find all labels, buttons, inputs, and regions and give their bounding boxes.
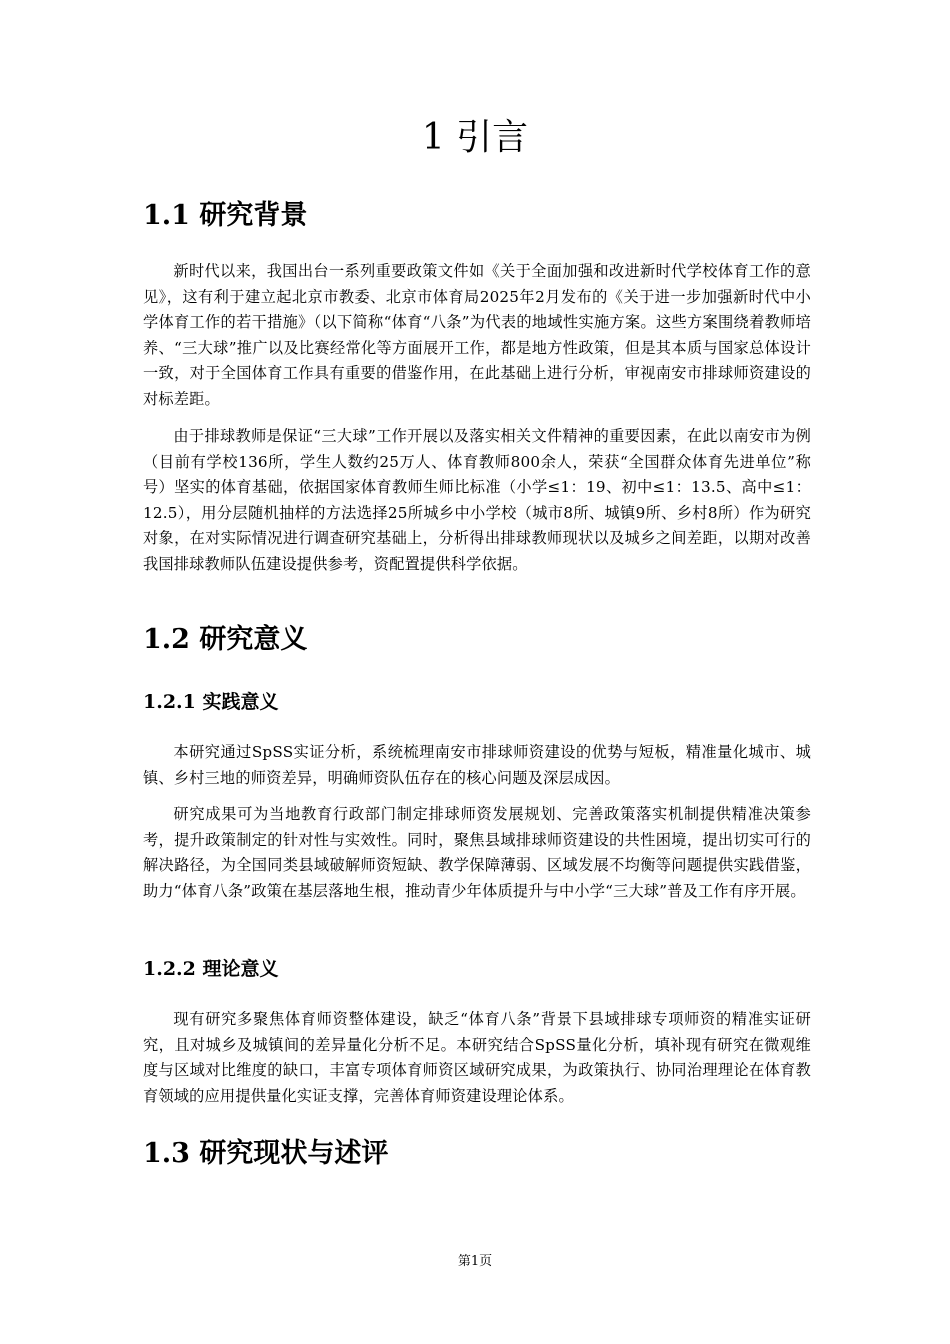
section-heading-1-2: 1.2 研究意义 [143, 624, 308, 655]
subsection-heading-1-2-2: 1.2.2 理论意义 [143, 958, 279, 980]
subsection-heading-1-2-1: 1.2.1 实践意义 [143, 691, 279, 713]
paragraph-practice-2: 研究成果可为当地教育行政部门制定排球师资发展规划、完善政策落实机制提供精准决策参考，提升政策制定的针对性与实效性。同时，聚焦县域排球师资建设的共性困境，提出切实可行的解决路径，为全国同类县域破解师资短缺、教学保障薄弱、区域发展不均衡等问题提供实践借鉴，助力“体育八条”政策在基层落地生根，推动青少年体质提升与中小学“三大球”普及工作有序开展。 [143, 805, 811, 900]
section-heading-1-1: 1.1 研究背景 [143, 200, 308, 231]
paragraph-background-1: 新时代以来，我国出台一系列重要政策文件如《关于全面加强和改进新时代学校体育工作的意见》，这有利于建立起北京市教委、北京市体育局2025年2月发布的《关于进一步加强新时代中小学体育工作的若干措施》（以下简称“体育“八条”为代表的地域性实施方案。这些方案围绕着教师培养、“三大球”推广以及比赛经常化等方面展开工作，都是地方性政策，但是其本质与国家总体设计一致，对于全国体育工作具有重要的借鉴作用，在此基础上进行分析，审视南安市排球师资建设的对标差距。 [143, 262, 811, 408]
section-heading-1-3: 1.3 研究现状与述评 [143, 1138, 389, 1169]
paragraph-background-2: 由于排球教师是保证“三大球”工作开展以及落实相关文件精神的重要因素，在此以南安市为例（目前有学校136所，学生人数约25万人、体育教师800余人，荣获“全国群众体育先进单位”称号）坚实的体育基础，依据国家体育教师生师比标准（小学≤1：19、初中≤1：13.5、高中≤1：12.5），用分层随机抽样的方法选择25所城乡中小学校（城市8所、城镇9所、乡村8所）作为研究对象，在对实际情况进行调查研究基础上，分析得出排球教师现状以及城乡之间差距，以期对改善我国排球教师队伍建设提供参考，资配置提供科学依据。 [143, 427, 811, 573]
paragraph-practice-1: 本研究通过SpSS实证分析，系统梳理南安市排球师资建设的优势与短板，精准量化城市、城镇、乡村三地的师资差异，明确师资队伍存在的核心问题及深层成因。 [143, 743, 811, 787]
chapter-title: 1 引言 [421, 117, 529, 158]
paragraph-theory-1: 现有研究多聚焦体育师资整体建设，缺乏“体育八条”背景下县域排球专项师资的精准实证研究，且对城乡及城镇间的差异量化分析不足。本研究结合SpSS量化分析，填补现有研究在微观维度与区域对比维度的缺口，丰富专项体育师资区域研究成果，为政策执行、协同治理理论在体育教育领域的应用提供量化实证支撑，完善体育师资建设理论体系。 [143, 1010, 811, 1105]
page-number-footer: 第1页 [457, 1254, 493, 1269]
